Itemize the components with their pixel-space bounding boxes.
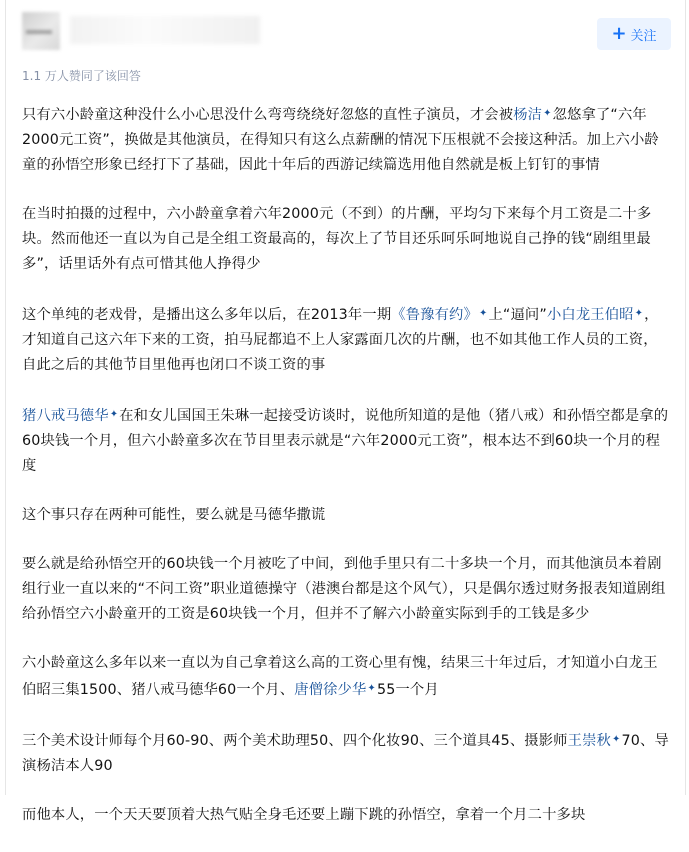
follow-label: 关注 [630, 28, 657, 44]
sparkle-icon: ✦ [543, 108, 552, 119]
paragraph [22, 803, 672, 828]
sparkle-icon: ✦ [478, 308, 488, 319]
sparkle-icon: ✦ [367, 683, 376, 694]
person-link-ma-dehua[interactable]: 猪八戒马德华 [22, 408, 109, 424]
paragraph [22, 552, 672, 627]
answer-header [22, 8, 679, 58]
sparkle-icon: ✦ [634, 308, 644, 319]
sparkle-icon: ✦ [109, 409, 119, 420]
paragraph-text: 在当时拍摄的过程中，六小龄童拿着六年2000元（不到）的片酬，平均匀下来每个月工资是二十多块。然而他还一直以为自己是全组工资最高的，每次上了节目还乐呵乐呵地说自己挣的钱“剧组里最多”，话里话外有点可惜其他人挣得少 [22, 206, 652, 272]
paragraph [22, 503, 672, 528]
follow-button[interactable] [597, 18, 671, 50]
paragraph-text: 上“逼问” [488, 307, 547, 323]
person-link-wang-bozhao[interactable]: 小白龙王伯昭 [546, 307, 634, 323]
avatar[interactable] [22, 12, 60, 50]
paragraph-text: 55一个月 [376, 682, 439, 698]
paragraph-text: 在和女儿国国王朱琳一起接受访谈时，说他所知道的是他（猪八戒）和孙悟空都是拿的60块钱一个月，但六小龄童多次在节目里表示就是“六年2000元工资”，根本达不到60块一个月的程度 [22, 408, 669, 474]
likes-count: 1.1 万人赞同了该回答 [22, 69, 141, 83]
sparkle-icon: ✦ [611, 734, 621, 745]
plus-icon: + [611, 23, 627, 44]
show-link-luyu[interactable]: 《鲁豫有约》 [391, 307, 478, 323]
author-name-redacted[interactable] [70, 16, 260, 44]
paragraph-text: 忽悠拿了“六年2000元工资”，换做是其他演员，在得知只有这么点薪酬的情况下压根就不会接这种活。加上六小龄童的孙悟空形象已经打下了基础，因此十年后的西游记续篇选用他自然就是板上钉钉的事情 [22, 107, 659, 173]
paragraph [22, 101, 672, 178]
paragraph [22, 402, 672, 479]
paragraph-text: 这个事只存在两种可能性，要么就是马德华撒谎 [22, 507, 326, 523]
paragraph-text: 而他本人，一个天天要顶着大热气贴全身毛还要上蹦下跳的孙悟空，拿着一个月二十多块 [22, 807, 586, 823]
paragraph [22, 202, 672, 277]
paragraph-text: 这个单纯的老戏骨，是播出这么多年以后，在2013年一期 [22, 307, 392, 323]
paragraph-text: ，才知道自己这六年下来的工资，拍马屁都追不上人家露面几次的片酬，也不如其他工作人员的工资，自此之后的其他节目里他再也闭口不谈工资的事 [22, 307, 659, 373]
paragraph-text: 要么就是给孙悟空开的60块钱一个月被吃了中间，到他手里只有二十多块一个月，而其他演员本着剧组行业一直以来的“不问工资”职业道德操守（港澳台都是这个风气），只是偶尔透过财务报表知道剧组给孙悟空六小龄童开的工资是60块钱一个月，但并不了解六小龄童实际到手的工钱是多少 [22, 556, 666, 622]
person-link-yang-jie[interactable]: 杨洁 [513, 107, 543, 123]
paragraph-text: 只有六小龄童这种没什么小心思没什么弯弯绕绕好忽悠的直性子演员，才会被 [22, 107, 514, 123]
person-link-wang-chongqiu[interactable]: 王崇秋 [567, 733, 611, 749]
paragraph-text: 三个美术设计师每个月60-90、两个美术助理50、四个化妆90、三个道具45、摄影师 [22, 733, 568, 749]
paragraph [22, 651, 672, 703]
paragraph-text: 六小龄童这么多年以来一直以为自己拿着这么高的工资心里有愧，结果三十年过后，才知道小白龙王伯昭三集1500、猪八戒马德华60一个月、 [22, 655, 658, 698]
paragraph [22, 301, 672, 378]
paragraph [22, 727, 672, 779]
person-link-xu-shaohua[interactable]: 唐僧徐少华 [294, 682, 367, 698]
paragraph-text: 70、导演杨洁本人90 [22, 733, 669, 774]
answer-content [22, 101, 672, 852]
